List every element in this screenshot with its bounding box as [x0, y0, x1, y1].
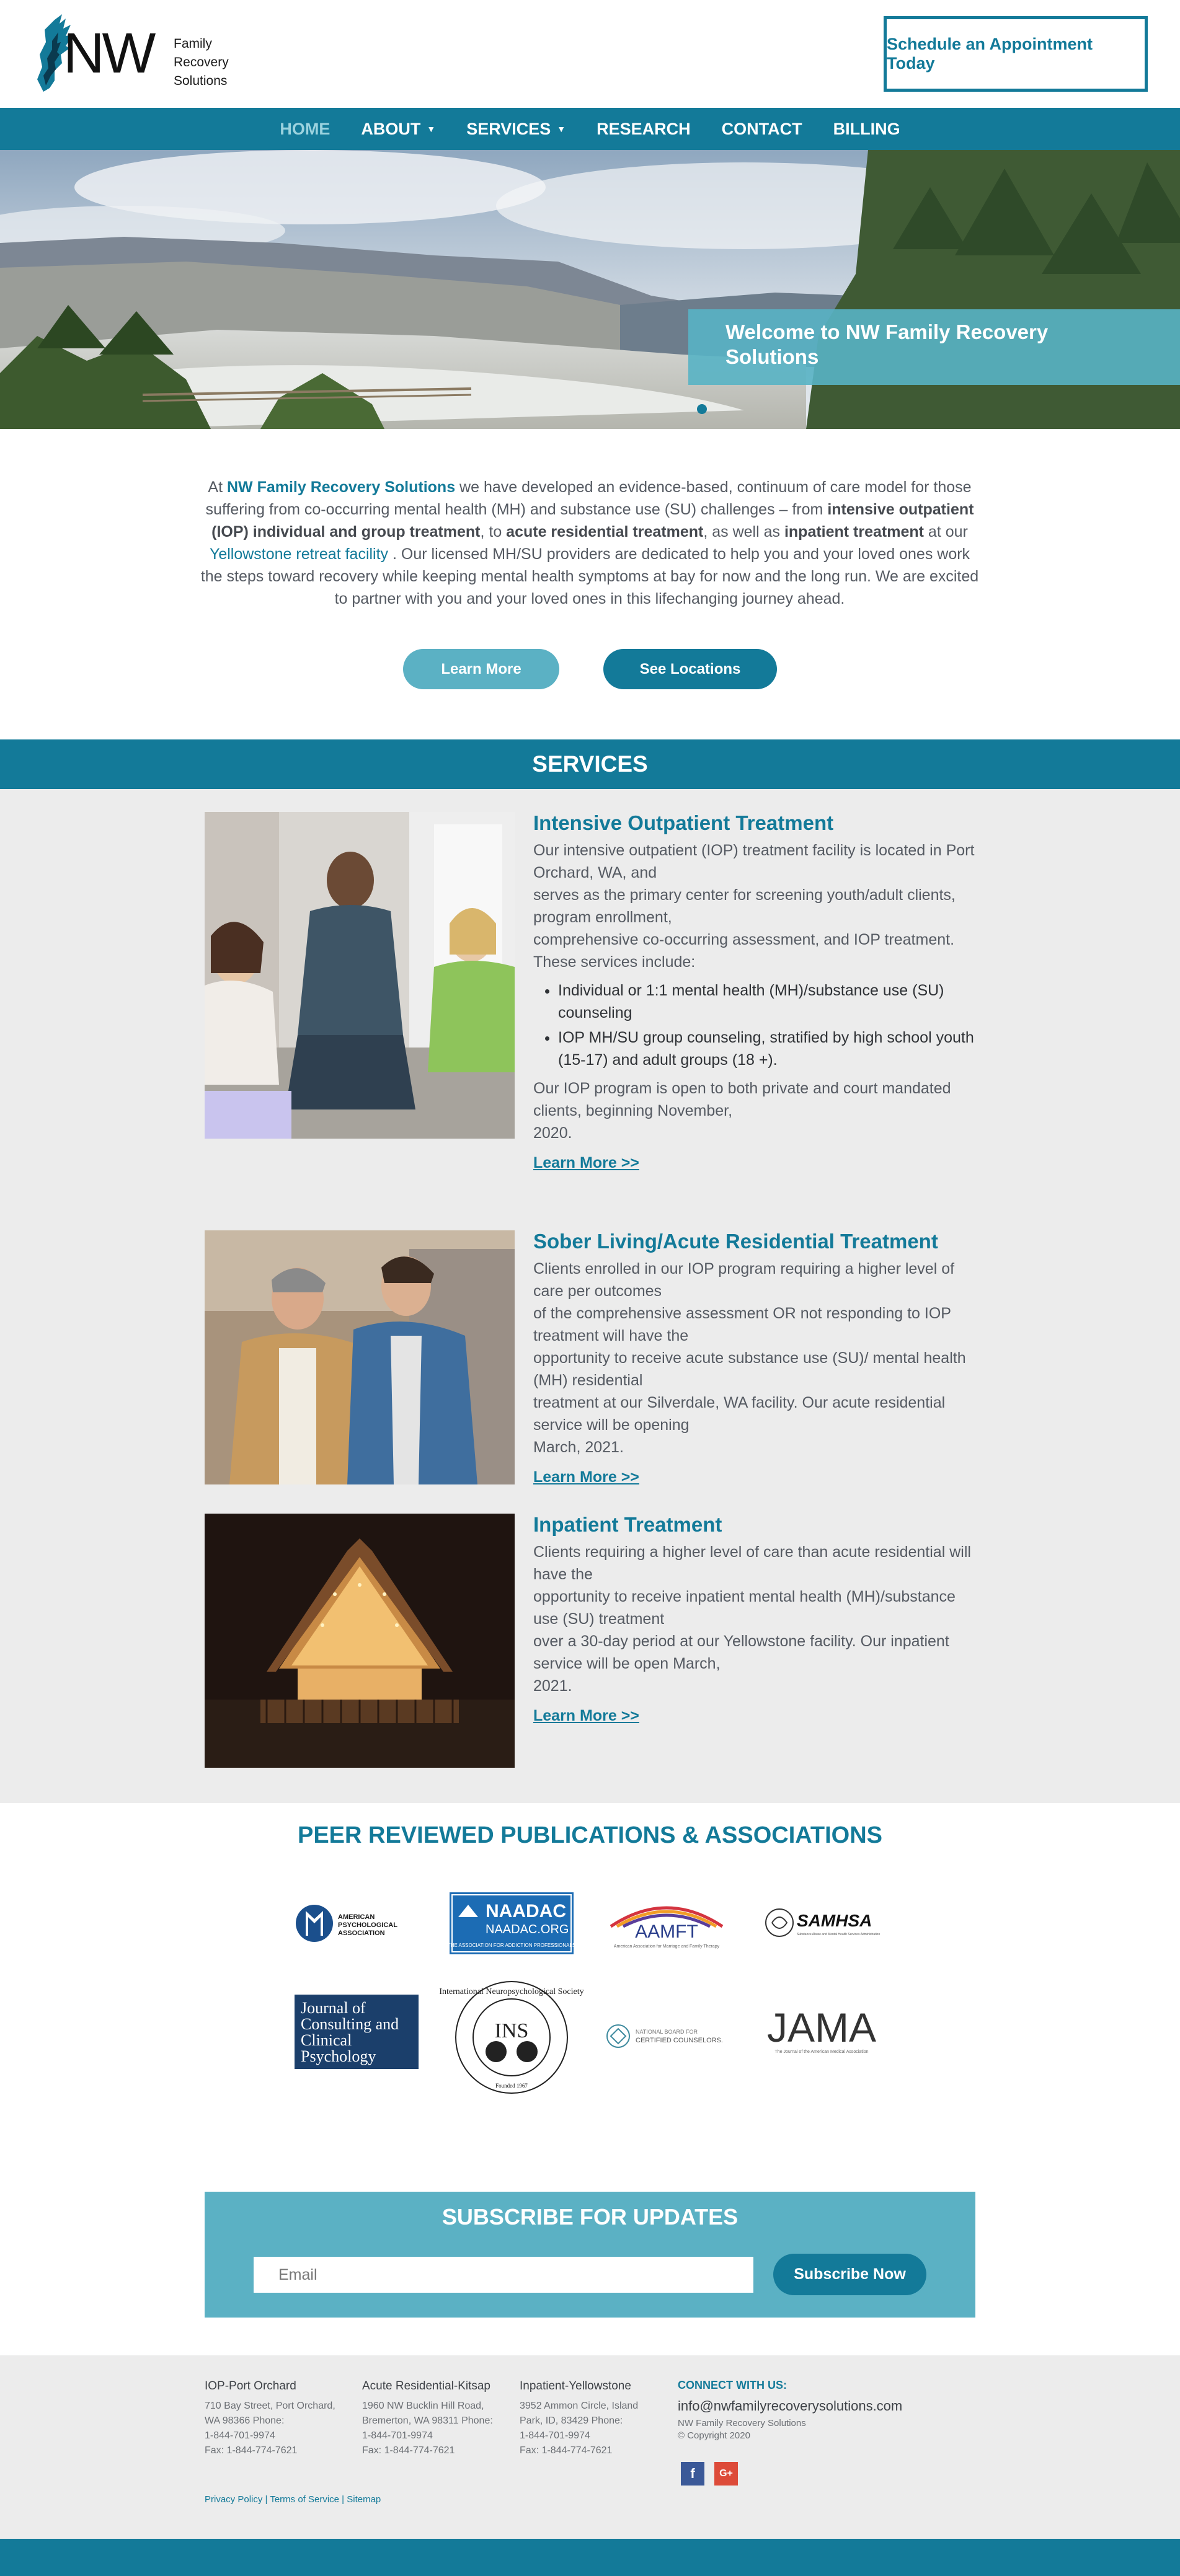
service-text: Clients enrolled in our IOP program requiring a higher level of care per outcomes	[533, 1260, 955, 1300]
footer-line: 710 Bay Street, Port Orchard,	[205, 2401, 335, 2411]
apa-line: ASSOCIATION	[338, 1930, 385, 1937]
site-header	[0, 0, 1180, 108]
caret-down-icon: ▼	[427, 124, 436, 134]
jccp-line: Psychology	[301, 2047, 376, 2065]
samhsa-title: SAMHSA	[797, 1911, 872, 1930]
yellowstone-link[interactable]: Yellowstone retreat facility	[209, 545, 389, 563]
jccp-logo[interactable]	[295, 1993, 419, 2070]
bottom-bar	[0, 2539, 1180, 2576]
google-plus-icon[interactable]: G+	[714, 2462, 738, 2486]
naadac-url: NAADAC.ORG	[486, 1923, 569, 1936]
jama-tagline: The Journal of the American Medical Association	[774, 2050, 869, 2054]
service-text: of the comprehensive assessment OR not responding to IOP treatment will have the	[533, 1305, 951, 1344]
service-text: Our IOP program is open to both private and court mandated clients, beginning November,	[533, 1080, 951, 1119]
footer-col-title: Acute Residential-Kitsap	[362, 2380, 490, 2393]
ins-ring-text: International Neuropsychological Society	[439, 1987, 584, 1996]
learn-more-link[interactable]: Learn More >>	[533, 1154, 639, 1171]
service-text: 2021.	[533, 1677, 572, 1695]
intro-bold: acute residential treatment	[506, 523, 704, 540]
see-locations-button[interactable]: See Locations	[603, 649, 777, 689]
learn-more-link[interactable]: Learn More >>	[533, 1468, 639, 1486]
service-inpatient	[533, 1512, 980, 1727]
nbcc-line: NATIONAL BOARD FOR	[636, 2029, 698, 2035]
nbcc-logo[interactable]	[605, 2002, 729, 2070]
aamft-title: AAMFT	[635, 1921, 698, 1942]
service-title: Sober Living/Acute Residential Treatment	[533, 1230, 938, 1253]
footer-connect	[678, 2379, 938, 2442]
services-heading: SERVICES	[0, 739, 1180, 789]
cabin-image	[205, 1514, 515, 1768]
ins-founded: Founded 1967	[495, 2083, 528, 2089]
jccp-line: Consulting and	[301, 2014, 399, 2033]
jama-title: JAMA	[766, 2005, 877, 2050]
subscribe-button[interactable]: Subscribe Now	[773, 2254, 926, 2295]
nav-label: SERVICES	[466, 119, 551, 138]
footer-line: 1-844-701-9974	[520, 2430, 590, 2441]
footer-col-title: IOP-Port Orchard	[205, 2380, 296, 2393]
subscribe-heading: SUBSCRIBE FOR UPDATES	[441, 2204, 739, 2230]
aamft-tagline: American Association for Marriage and Family Therapy	[613, 1944, 720, 1949]
logo-letters: NW	[63, 22, 154, 85]
apa-line: AMERICAN	[338, 1913, 375, 1921]
company-name: NW Family Recovery Solutions	[678, 2418, 806, 2428]
nav-label: ABOUT	[361, 119, 421, 138]
aamft-logo[interactable]	[605, 1889, 729, 1957]
service-bullet-list	[558, 979, 980, 1071]
service-text: Clients requiring a higher level of care than acute residential will have the	[533, 1543, 971, 1583]
list-item: • IOP MH/SU group counseling, stratified by high school youth (15-17) and adult groups (18 +).	[558, 1026, 980, 1071]
samhsa-tagline: Substance Abuse and Mental Health Services Administration	[797, 1933, 881, 1936]
footer-links[interactable]: Privacy Policy | Terms of Service | Sitemap	[205, 2494, 381, 2505]
nav-label: HOME	[280, 119, 330, 138]
intro-text: At	[208, 479, 227, 496]
hero-landscape-image	[0, 150, 1180, 429]
connect-heading: CONNECT WITH US:	[678, 2379, 787, 2391]
jama-logo[interactable]	[760, 1999, 884, 2067]
nav-home[interactable]	[264, 120, 345, 139]
footer-line: 3952 Ammon Circle, Island	[520, 2401, 639, 2411]
learn-more-button[interactable]: Learn More	[403, 649, 559, 689]
intro-text: at our	[923, 523, 968, 540]
footer-line: 1-844-701-9974	[362, 2430, 433, 2441]
nav-label: BILLING	[833, 119, 900, 138]
main-nav	[0, 108, 1180, 150]
subscribe-section	[205, 2192, 975, 2318]
footer-location-inpatient	[520, 2379, 668, 2458]
email-input[interactable]: Email	[254, 2257, 753, 2293]
ins-logo[interactable]	[439, 1978, 584, 2096]
facebook-icon[interactable]: f	[681, 2462, 704, 2486]
learn-more-link[interactable]: Learn More >>	[533, 1707, 639, 1724]
intro-text: we have developed an evidence-based, continuum of care model for those suffering from co-occurring mental health (MH) and substance use (SU) challenges – from	[205, 479, 972, 518]
nbcc-line: CERTIFIED COUNSELORS.	[636, 2037, 723, 2044]
publications-heading: PEER REVIEWED PUBLICATIONS & ASSOCIATIONS	[297, 1822, 883, 1848]
nav-contact[interactable]	[706, 120, 818, 139]
naadac-title: NAADAC	[486, 1901, 566, 1921]
intro-paragraph	[198, 476, 981, 610]
nav-research[interactable]	[581, 120, 706, 139]
service-text: 2020.	[533, 1124, 572, 1142]
service-iop	[533, 811, 980, 1174]
jccp-line: Journal of	[301, 1998, 366, 2017]
footer-line: 1960 NW Bucklin Hill Road,	[362, 2401, 484, 2411]
service-text: opportunity to receive acute substance use (SU)/ mental health (MH) residential	[533, 1349, 966, 1389]
footer-line: Fax: 1-844-774-7621	[520, 2445, 613, 2456]
schedule-appointment-button[interactable]: Schedule an Appointment Today	[884, 16, 1148, 92]
service-text: treatment at our Silverdale, WA facility. Our acute residential service will be opening	[533, 1394, 946, 1434]
service-text: comprehensive co-occurring assessment, and IOP treatment. These services include:	[533, 931, 955, 971]
hero-welcome-banner: Welcome to NW Family Recovery Solutions	[688, 309, 1180, 385]
logo-line: Family	[174, 37, 212, 51]
caret-down-icon: ▼	[557, 124, 566, 134]
residential-counseling-image	[205, 1230, 515, 1484]
service-title: Intensive Outpatient Treatment	[533, 811, 834, 834]
slider-dot[interactable]	[697, 404, 707, 414]
samhsa-logo[interactable]	[760, 1889, 884, 1957]
footer-line: Park, ID, 83429 Phone:	[520, 2415, 623, 2426]
hero-slider	[0, 150, 1180, 429]
footer-line: Fax: 1-844-774-7621	[362, 2445, 455, 2456]
naadac-logo[interactable]	[447, 1889, 576, 1957]
naadac-tagline: THE ASSOCIATION FOR ADDICTION PROFESSIONALS	[447, 1943, 576, 1948]
logo-line: Recovery	[174, 55, 229, 69]
apa-logo[interactable]	[295, 1889, 419, 1957]
footer-col-title: Inpatient-Yellowstone	[520, 2380, 631, 2393]
service-text: over a 30-day period at our Yellowstone facility. Our inpatient service will be open March,	[533, 1633, 949, 1672]
intro-text: . Our licensed MH/SU providers are dedicated to help you and your loved ones work the steps toward recovery while keeping mental health symptoms at bay for now and the long run. We are excited to partner with you and your loved ones in this lifechanging journey ahead.	[200, 545, 979, 607]
brand-link[interactable]: NW Family Recovery Solutions	[226, 479, 456, 496]
nav-about[interactable]	[345, 120, 451, 139]
service-text: serves as the primary center for screening youth/adult clients, program enrollment,	[533, 886, 956, 926]
group-counseling-image	[205, 812, 515, 1139]
footer-location-residential	[362, 2379, 511, 2458]
list-item: • Individual or 1:1 mental health (MH)/substance use (SU) counseling	[558, 979, 980, 1024]
service-title: Inpatient Treatment	[533, 1513, 722, 1536]
service-text: Our intensive outpatient (IOP) treatment facility is located in Port Orchard, WA, and	[533, 842, 975, 881]
service-text: March, 2021.	[533, 1439, 624, 1456]
nav-services[interactable]	[451, 120, 581, 139]
footer-line: Bremerton, WA 98311 Phone:	[362, 2415, 493, 2426]
intro-bold: inpatient treatment	[784, 523, 924, 540]
intro-text: , to	[480, 523, 507, 540]
footer-line: WA 98366 Phone:	[205, 2415, 285, 2426]
apa-line: PSYCHOLOGICAL	[338, 1921, 397, 1929]
ins-title: INS	[494, 2019, 529, 2042]
jccp-line: Clinical	[301, 2031, 352, 2049]
service-residential	[533, 1229, 980, 1488]
service-text: opportunity to receive inpatient mental health (MH)/substance use (SU) treatment	[533, 1588, 956, 1628]
site-logo[interactable]	[25, 11, 229, 98]
logo-wordmark	[174, 35, 229, 90]
footer-location-iop	[205, 2379, 353, 2458]
logo-line: Solutions	[174, 74, 228, 88]
nav-billing[interactable]	[818, 120, 916, 139]
nav-label: RESEARCH	[597, 119, 691, 138]
footer-line: Fax: 1-844-774-7621	[205, 2445, 298, 2456]
nav-label: CONTACT	[721, 119, 802, 138]
intro-bold: intensive outpatient (IOP) individual and group treatment	[211, 501, 974, 540]
copyright: © Copyright 2020	[678, 2430, 750, 2441]
footer-line: 1-844-701-9974	[205, 2430, 275, 2441]
intro-text: , as well as	[703, 523, 784, 540]
email-link[interactable]: info@nwfamilyrecoverysolutions.com	[678, 2398, 903, 2414]
